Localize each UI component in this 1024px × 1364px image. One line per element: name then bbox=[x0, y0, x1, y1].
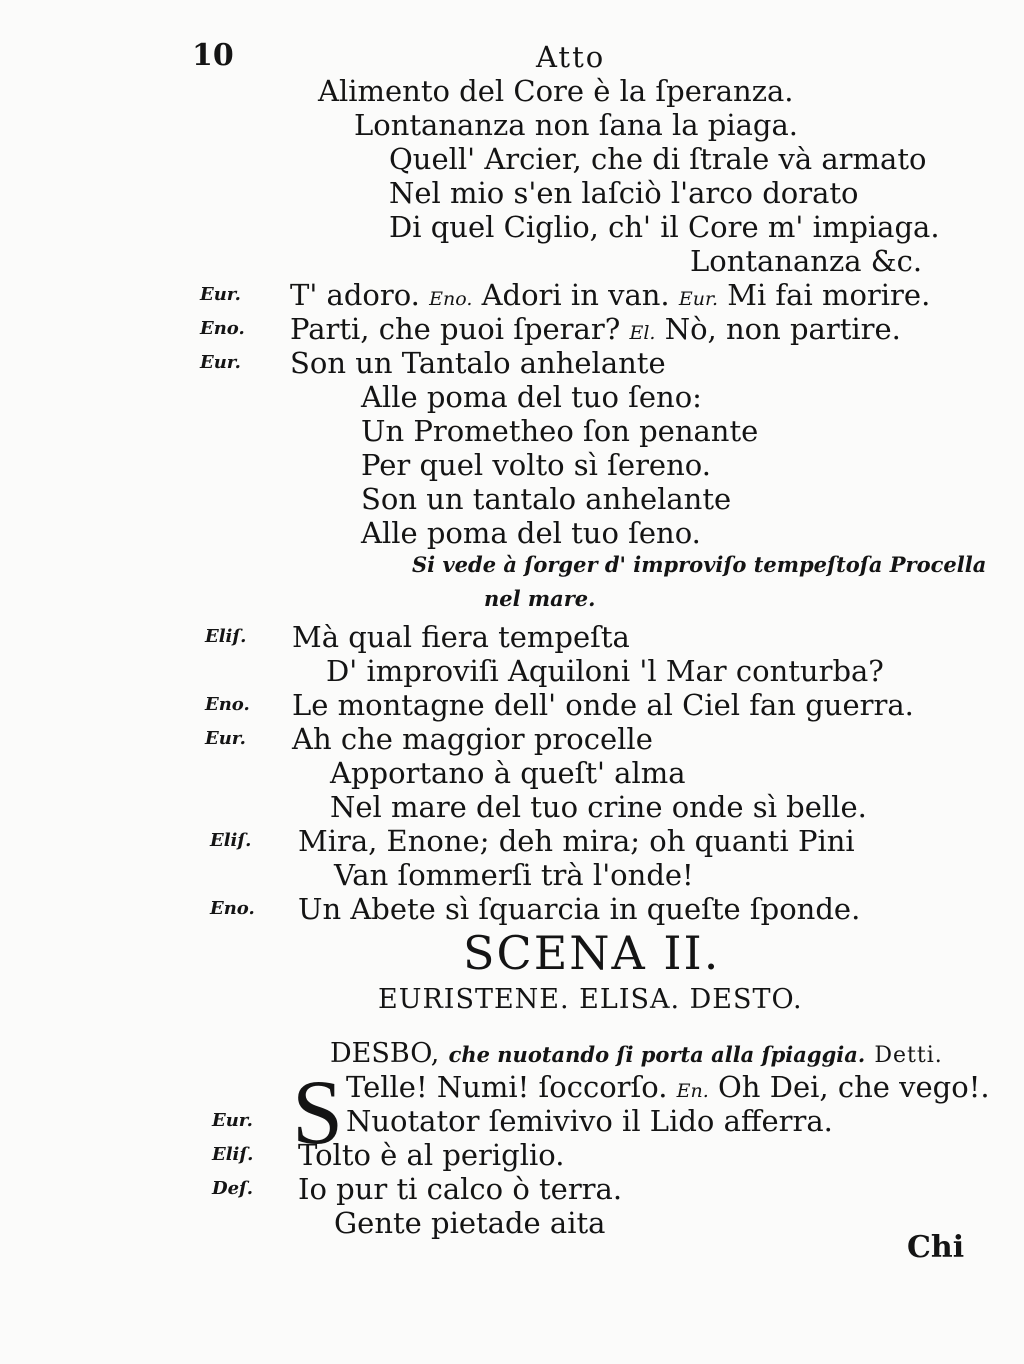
verse-line: Van ſommerſi trà l'onde! bbox=[334, 858, 694, 892]
stage-direction: nel mare. bbox=[484, 586, 596, 611]
verse-line: Un Prometheo ſon penante bbox=[361, 414, 759, 448]
inline-speaker: Eur. bbox=[678, 288, 719, 310]
speaker-label: Eur. bbox=[212, 1110, 253, 1131]
verse-line bbox=[290, 312, 901, 350]
verse-line: Tolto è al periglio. bbox=[298, 1138, 565, 1172]
verse-line: Alimento del Core è la ſperanza. bbox=[318, 74, 794, 108]
verse-line: Ah che maggior procelle bbox=[292, 722, 653, 756]
speaker-label: Eno. bbox=[210, 898, 255, 919]
verse-line bbox=[346, 1070, 990, 1108]
verse-line: Di quel Ciglio, ch' il Core m' impiaga. bbox=[389, 210, 940, 244]
speaker-label: Eno. bbox=[205, 694, 250, 715]
verse-line bbox=[290, 278, 930, 316]
verse-segment: T' adoro. bbox=[290, 278, 420, 312]
verse-segment: Nò, non partire. bbox=[664, 312, 901, 346]
verse-line: Le montagne dell' onde al Ciel fan guerra. bbox=[292, 688, 914, 722]
inline-speaker: Eno. bbox=[429, 288, 473, 310]
verse-segment: Oh Dei, che vego!. bbox=[718, 1070, 990, 1104]
speaker-label: Eur. bbox=[200, 352, 241, 373]
verse-line: Lontananza non ſana la piaga. bbox=[354, 108, 798, 142]
verse-segment: Telle! Numi! ſoccorſo. bbox=[346, 1070, 668, 1104]
verse-line: Mà qual fiera tempeſta bbox=[292, 620, 630, 654]
inline-speaker: El. bbox=[629, 322, 656, 344]
verse-line: Mira, Enone; deh mira; oh quanti Pini bbox=[298, 824, 855, 858]
entry-name: DESBO, bbox=[330, 1038, 440, 1069]
verse-line: Nuotator ſemivivo il Lido afferra. bbox=[346, 1104, 833, 1138]
stage-direction: Si vede à ſorger d' improviſo tempeſtoſa Procella bbox=[412, 552, 987, 577]
verse-line: Quell' Arcier, che di ſtrale và armato bbox=[389, 142, 927, 176]
scene-entry bbox=[330, 1035, 943, 1073]
verse-line: Apportano à queſt' alma bbox=[330, 756, 686, 790]
entry-action: che nuotando ſi porta alla ſpiaggia. bbox=[448, 1042, 866, 1067]
speaker-label: Eur. bbox=[205, 728, 246, 749]
verse-line: Son un Tantalo anhelante bbox=[290, 346, 666, 380]
verse-segment: Parti, che puoi ſperar? bbox=[290, 312, 621, 346]
verse-line: Alle poma del tuo ſeno. bbox=[361, 516, 701, 550]
verse-line: Io pur ti calco ò terra. bbox=[298, 1172, 623, 1206]
speaker-label: Eliſ. bbox=[205, 626, 247, 647]
verse-line: D' improviſi Aquiloni 'l Mar conturba? bbox=[326, 654, 884, 688]
speaker-label: Deſ. bbox=[212, 1178, 254, 1199]
page-number: 10 bbox=[192, 38, 234, 73]
speaker-label: Eno. bbox=[200, 318, 245, 339]
verse-line: Lontananza &c. bbox=[690, 244, 923, 278]
speaker-label: Eliſ. bbox=[210, 830, 252, 851]
verse-segment: Mi fai morire. bbox=[727, 278, 931, 312]
verse-line: Son un tantalo anhelante bbox=[361, 482, 732, 516]
speaker-label: Eur. bbox=[200, 284, 241, 305]
verse-line: Un Abete sì ſquarcia in queſte ſponde. bbox=[298, 892, 861, 926]
catchword: Chi bbox=[907, 1230, 965, 1265]
inline-speaker: En. bbox=[676, 1080, 709, 1102]
verse-line: Gente pietade aita bbox=[334, 1206, 606, 1240]
verse-segment: Adori in van. bbox=[481, 278, 670, 312]
verse-line: Alle poma del tuo ſeno: bbox=[361, 380, 702, 414]
verse-line: Nel mio s'en laſciò l'arco dorato bbox=[389, 176, 859, 210]
scene-characters: EURISTENE. ELISA. DESTO. bbox=[378, 984, 803, 1015]
verse-line: Nel mare del tuo crine onde sì belle. bbox=[330, 790, 867, 824]
drop-cap: S bbox=[292, 1061, 344, 1163]
speaker-label: Eliſ. bbox=[212, 1144, 254, 1165]
verse-line: Per quel volto sì ſereno. bbox=[361, 448, 711, 482]
entry-detti: Detti. bbox=[874, 1043, 943, 1068]
scene-title: SCENA II. bbox=[463, 926, 721, 980]
running-head: Atto bbox=[536, 40, 606, 74]
